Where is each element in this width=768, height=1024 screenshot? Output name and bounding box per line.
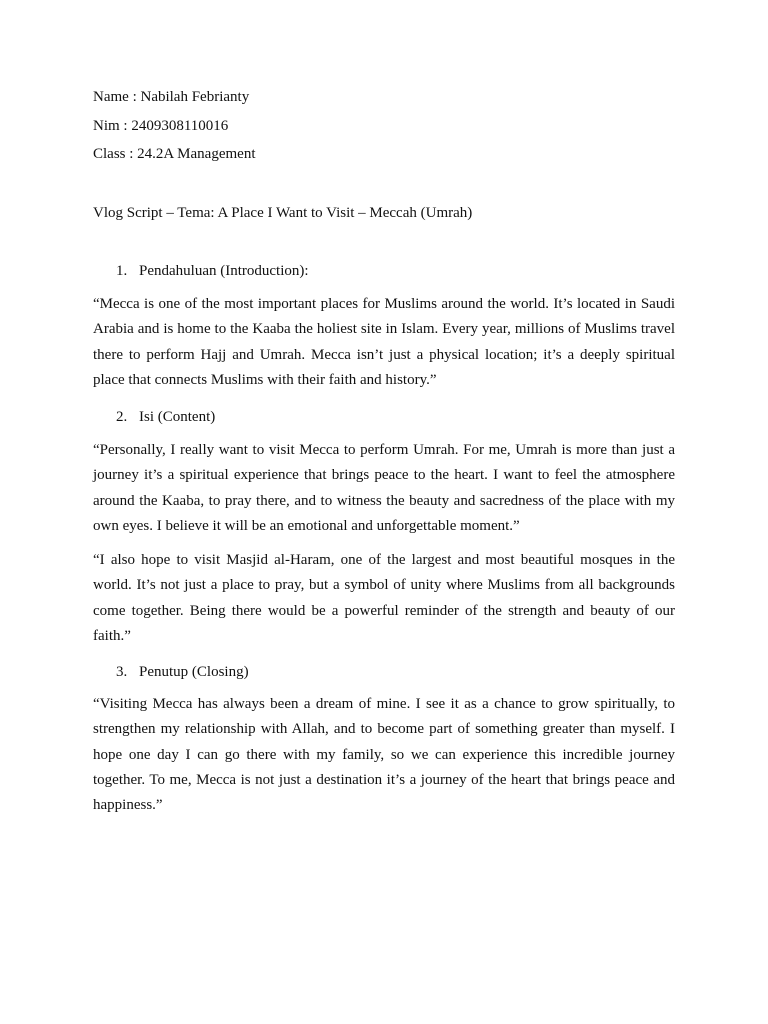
section-heading-text: Pendahuluan (Introduction): (139, 263, 309, 279)
section-number: 3. (116, 664, 128, 680)
document-title: Vlog Script – Tema: A Place I Want to Visit – Meccah (Umrah) (93, 205, 473, 221)
section-heading-closing (116, 663, 249, 681)
content-paragraph-1: “Personally, I really want to visit Mecca to perform Umrah. For me, Umrah is more than just a journey it’s a spiritual experience that brings peace to the heart. I want to feel the atmosphere around the Kaaba, to pray there, and to witness the beauty and sacredness of the place with my own eyes. I believe it will be an emotional and unforgettable moment.” (93, 442, 675, 534)
closing-paragraph: “Visiting Mecca has always been a dream of mine. I see it as a chance to grow spiritually, to strengthen my relationship with Allah, and to become part of something greater than myself. I hope one day I can go there with my family, so we can experience this incredible journey together. To me, Mecca is not just a destination it’s a journey of the heart that brings peace and happiness.” (93, 696, 675, 814)
student-name: Name : Nabilah Febrianty (93, 89, 250, 105)
introduction-paragraph: “Mecca is one of the most important places for Muslims around the world. It’s located in Saudi Arabia and is home to the Kaaba the holiest site in Islam. Every year, millions of Muslims travel there to perform Hajj and Umrah. Mecca isn’t just a physical location; it’s a deeply spiritual place that connects Muslims with their faith and history.” (93, 296, 675, 388)
section-heading-content (116, 408, 215, 426)
section-heading-text: Penutup (Closing) (139, 664, 249, 680)
student-nim: Nim : 2409308110016 (93, 118, 229, 134)
section-number: 1. (116, 263, 128, 279)
section-heading-introduction (116, 262, 309, 280)
content-paragraph-2: “I also hope to visit Masjid al-Haram, one of the largest and most beautiful mosques in the world. It’s not just a place to pray, but a symbol of unity where Muslims from all backgrounds come together. Being there would be a powerful reminder of the strength and beauty of our faith.” (93, 552, 675, 644)
section-heading-text: Isi (Content) (139, 409, 216, 425)
section-number: 2. (116, 409, 128, 425)
student-class: Class : 24.2A Management (93, 146, 256, 162)
